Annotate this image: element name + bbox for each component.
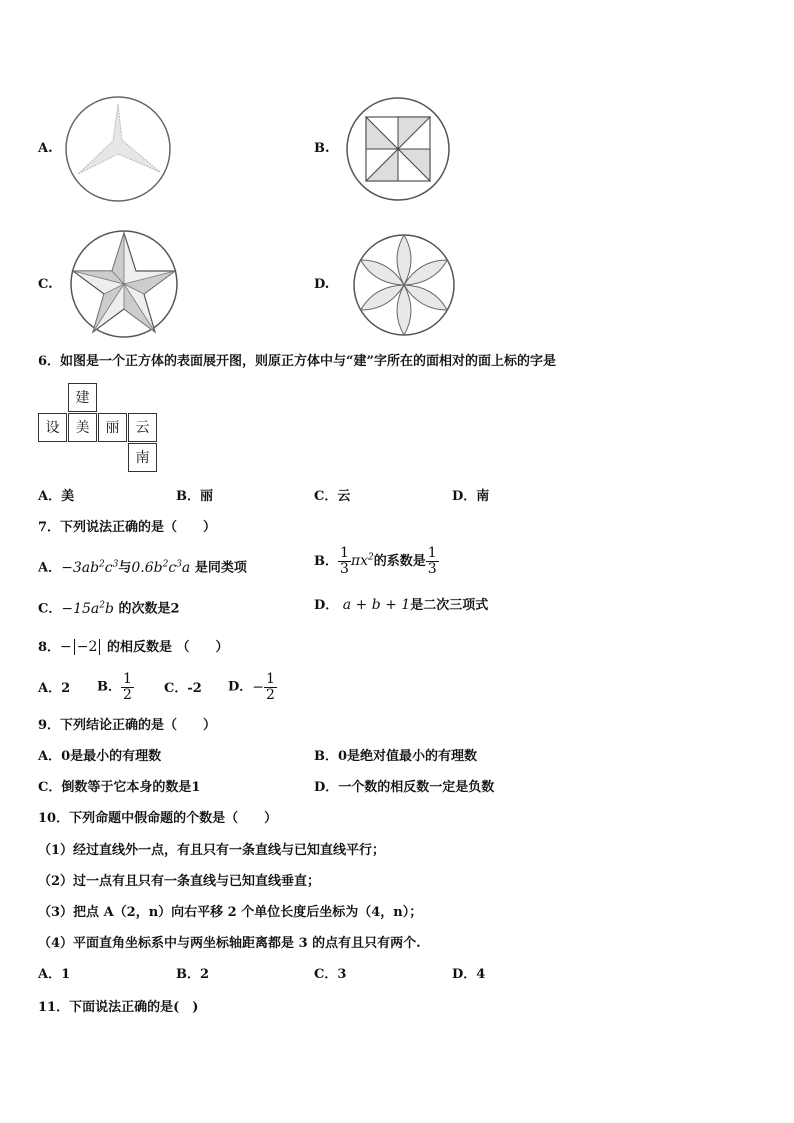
q7-c-expr: $-15a^2b$ <box>61 600 114 617</box>
q10-option-b: B．2 <box>176 967 210 982</box>
q7-option-a-label: A． <box>38 560 62 576</box>
q11-stem: 11．下面说法正确的是( ) <box>38 1000 199 1015</box>
q7-option-d-text: 是二次三项式 <box>410 598 489 613</box>
q7-option-b-mid: 的系数是 <box>373 554 426 569</box>
q9-option-a: A．0是最小的有理数 <box>38 749 162 764</box>
q10-item-2: （2）过一点有且只有一条直线与已知直线垂直； <box>38 874 321 889</box>
q8-stem-suffix: 的相反数是 （ ） <box>102 640 229 655</box>
q10-option-c: C．3 <box>314 967 347 982</box>
q7-a-conj: 与 <box>118 560 132 576</box>
q8-abs-expr: − −2 <box>60 639 102 655</box>
q8-stem <box>38 639 228 656</box>
q9-option-d: D．一个数的相反数一定是负数 <box>314 780 495 795</box>
q10-item-3: （3）把点 A（2，n）向右平移 2 个单位长度后坐标为（4，n）； <box>38 905 423 920</box>
q6-option-b: B．丽 <box>176 489 213 504</box>
q7-option-b-label: B． <box>314 554 338 569</box>
q5-option-d-label: D. <box>314 277 330 292</box>
q5-option-c-label: C. <box>38 277 53 292</box>
q5-figure-c <box>66 228 184 340</box>
q8-b-fraction: $\frac{1}{2}$ <box>123 671 132 703</box>
q6-option-a: A．美 <box>38 489 75 504</box>
net-cell-row-4: 云 <box>128 413 157 442</box>
q10-item-4: （4）平面直角坐标系中与两坐标轴距离都是 3 的点有且只有两个. <box>38 936 421 951</box>
q8-option-b <box>97 672 134 703</box>
q7-a-expr2: $0.6b^2c^3a$ <box>131 559 191 576</box>
q7-option-a-text: 是同类项 <box>194 560 247 576</box>
net-cell-top: 建 <box>68 383 97 412</box>
q8-option-b-label: B． <box>97 679 121 695</box>
net-cell-row-1: 设 <box>38 413 67 442</box>
q7-option-c-text: 的次数是2 <box>118 601 180 617</box>
q7-option-c-label: C． <box>38 601 62 617</box>
q7-d-expr: a + b + 1 <box>338 597 411 613</box>
q10-option-a: A．1 <box>38 967 71 982</box>
q7-b-fraction-answer: $\frac{1}{3}$ <box>427 545 437 577</box>
q6-stem: 6．如图是一个正方体的表面展开图，则原正方体中与“建”字所在的面相对的面上标的字是 <box>38 354 557 369</box>
q9-stem: 9．下列结论正确的是（ ） <box>38 718 217 733</box>
q10-option-d: D．4 <box>452 967 486 982</box>
q8-option-d-label: D． <box>228 679 253 695</box>
q8-option-a: A．2 <box>38 681 71 696</box>
q10-item-1: （1）经过直线外一点，有且只有一条直线与已知直线平行； <box>38 843 386 858</box>
net-cell-bottom: 南 <box>128 443 157 472</box>
q6-option-c: C．云 <box>314 489 351 504</box>
net-cell-row-2: 美 <box>68 413 97 442</box>
q8-stem-prefix: 8． <box>38 640 61 655</box>
net-cell-row-3: 丽 <box>98 413 127 442</box>
q7-option-b <box>314 546 439 577</box>
q9-option-c: C．倒数等于它本身的数是1 <box>38 780 201 795</box>
q7-option-d-label: D． <box>314 598 339 613</box>
q7-option-d <box>314 597 488 614</box>
q7-stem: 7．下列说法正确的是（ ） <box>38 520 217 535</box>
q8-option-d: D．− $\frac{1}{2}$ <box>228 671 275 703</box>
q5-figure-a <box>60 94 180 204</box>
q9-option-b: B．0是绝对值最小的有理数 <box>314 749 478 764</box>
q7-b-expr: $\pi x^2$ <box>350 552 374 569</box>
q7-option-a <box>38 556 247 577</box>
q5-option-a-label: A. <box>38 141 53 156</box>
q7-option-c <box>38 597 180 618</box>
q6-option-d: D．南 <box>452 489 490 504</box>
q8-option-c: C．-2 <box>164 681 202 696</box>
q5-figure-b <box>344 96 454 204</box>
q5-figure-d <box>350 233 458 337</box>
q8-d-fraction: $\frac{1}{2}$ <box>266 671 275 703</box>
q7-a-expr1: $-3ab^2c^3$ <box>61 559 119 576</box>
q10-stem: 10．下列命题中假命题的个数是（ ） <box>38 811 278 826</box>
cube-net <box>38 383 162 475</box>
q5-option-b-label: B. <box>314 141 330 156</box>
q7-b-fraction: $\frac{1}{3}$ <box>340 545 349 577</box>
